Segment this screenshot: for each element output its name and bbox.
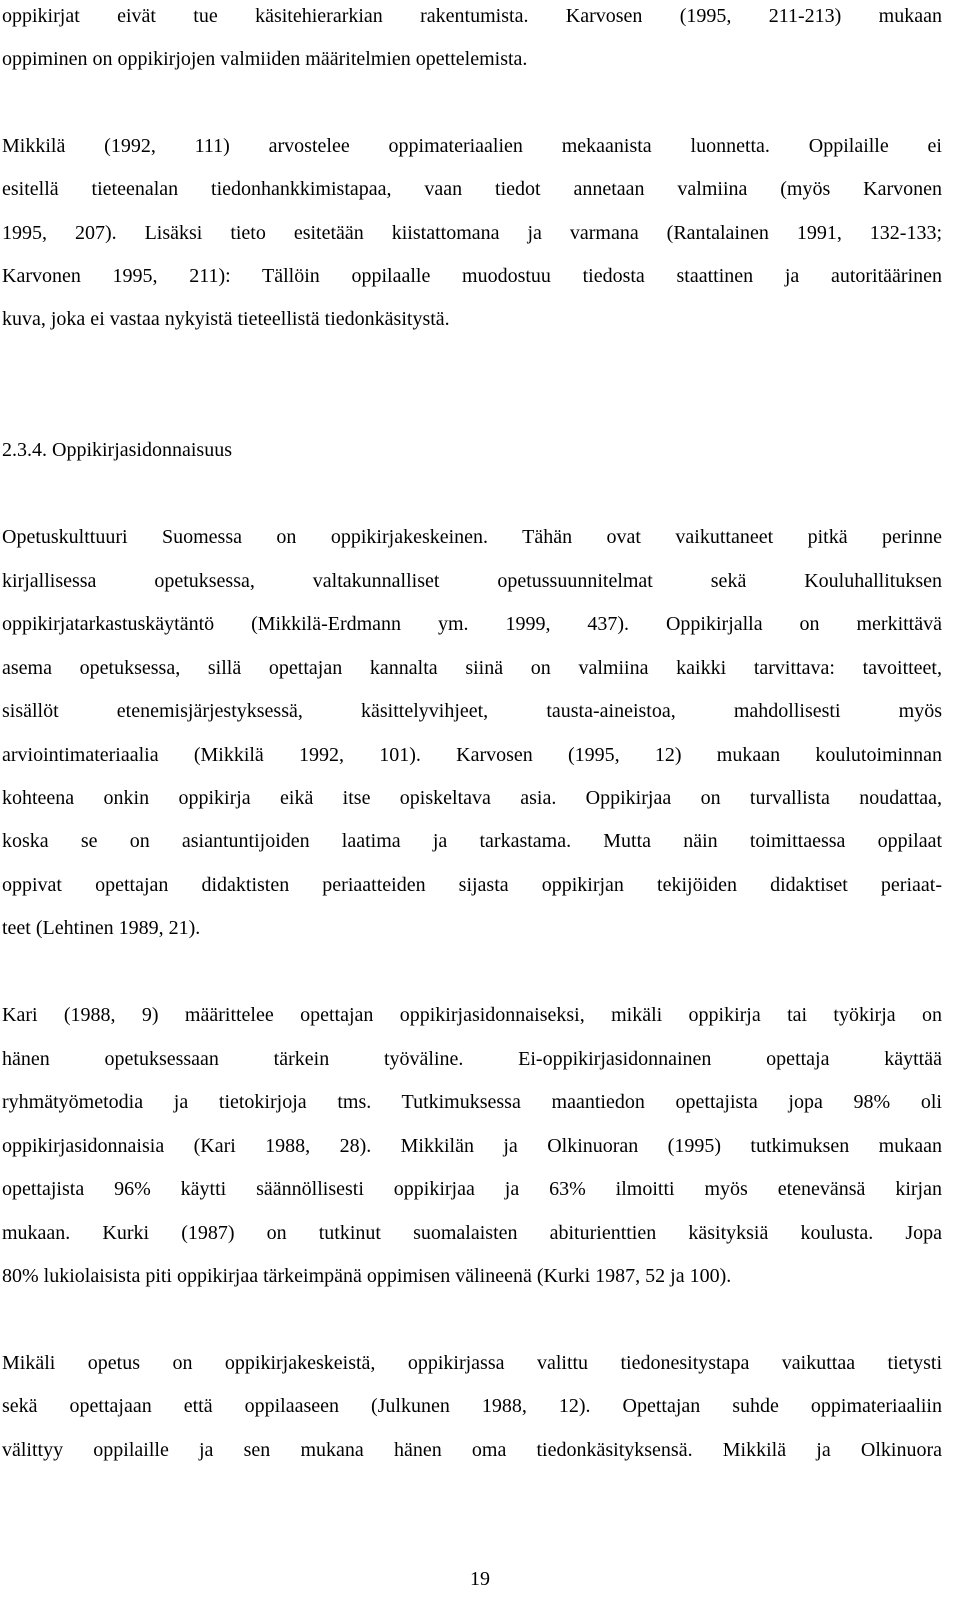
page-number: 19: [470, 1568, 490, 1590]
text-line: oppikirjat eivät tue käsitehierarkian rakentumista. Karvosen (1995, 211-213) mukaan: [2, 5, 942, 27]
text-line: asema opetuksessa, sillä opettajan kannalta siinä on valmiina kaikki tarvittava: tavoitteet,: [2, 657, 942, 679]
text-line: 1995, 207). Lisäksi tieto esitetään kiistattomana ja varmana (Rantalainen 1991, 132-133;: [2, 222, 942, 244]
text-line: sekä opettajaan että oppilaaseen (Julkunen 1988, 12). Opettajan suhde oppimateriaaliin: [2, 1395, 942, 1417]
text-line: oppiminen on oppikirjojen valmiiden määritelmien opettelemista.: [2, 48, 528, 70]
text-line: ryhmätyömetodia ja tietokirjoja tms. Tutkimuksessa maantiedon opettajista jopa 98% oli: [2, 1091, 942, 1113]
text-line: välittyy oppilaille ja sen mukana hänen oma tiedonkäsityksensä. Mikkilä ja Olkinuora: [2, 1439, 942, 1461]
text-line: koska se on asiantuntijoiden laatima ja tarkastama. Mutta näin toimittaessa oppilaat: [2, 830, 942, 852]
text-line: arviointimateriaalia (Mikkilä 1992, 101). Karvosen (1995, 12) mukaan koulutoiminnan: [2, 744, 942, 766]
text-line: Opetuskulttuuri Suomessa on oppikirjakeskeinen. Tähän ovat vaikuttaneet pitkä perinne: [2, 526, 942, 548]
text-line: Mikkilä (1992, 111) arvostelee oppimateriaalien mekaanista luonnetta. Oppilaille ei: [2, 135, 942, 157]
text-line: kuva, joka ei vastaa nykyistä tieteellistä tiedonkäsitystä.: [2, 308, 450, 330]
text-line: oppivat opettajan didaktisten periaatteiden sijasta oppikirjan tekijöiden didaktiset periaat-: [2, 874, 942, 896]
text-line: kirjallisessa opetuksessa, valtakunnalliset opetussuunnitelmat sekä Kouluhallituksen: [2, 570, 942, 592]
text-line: 80% lukiolaisista piti oppikirjaa tärkeimpänä oppimisen välineenä (Kurki 1987, 52 ja 100).: [2, 1265, 732, 1287]
text-line: Mikäli opetus on oppikirjakeskeistä, oppikirjassa valittu tiedonesitystapa vaikuttaa tietysti: [2, 1352, 942, 1374]
text-line: opettajista 96% käytti säännöllisesti oppikirjaa ja 63% ilmoitti myös etenevänsä kirjan: [2, 1178, 942, 1200]
text-line: kohteena onkin oppikirja eikä itse opiskeltava asia. Oppikirjaa on turvallista noudattaa,: [2, 787, 942, 809]
section-heading: 2.3.4. Oppikirjasidonnaisuus: [2, 439, 232, 461]
text-line: oppikirjatarkastuskäytäntö (Mikkilä-Erdmann ym. 1999, 437). Oppikirjalla on merkittävä: [2, 613, 942, 635]
text-line: sisällöt etenemisjärjestyksessä, käsittelyvihjeet, tausta-aineistoa, mahdollisesti myös: [2, 700, 942, 722]
text-line: mukaan. Kurki (1987) on tutkinut suomalaisten abiturienttien käsityksiä koulusta. Jopa: [2, 1222, 942, 1244]
text-line: hänen opetuksessaan tärkein työväline. Ei-oppikirjasidonnainen opettaja käyttää: [2, 1048, 942, 1070]
text-line: oppikirjasidonnaisia (Kari 1988, 28). Mikkilän ja Olkinuoran (1995) tutkimuksen mukaan: [2, 1135, 942, 1157]
text-line: Kari (1988, 9) määrittelee opettajan oppikirjasidonnaiseksi, mikäli oppikirja tai työkirja on: [2, 1004, 942, 1026]
text-line: Karvonen 1995, 211): Tällöin oppilaalle muodostuu tiedosta staattinen ja autoritäärinen: [2, 265, 942, 287]
text-line: teet (Lehtinen 1989, 21).: [2, 917, 201, 939]
text-line: esitellä tieteenalan tiedonhankkimistapaa, vaan tiedot annetaan valmiina (myös Karvonen: [2, 178, 942, 200]
